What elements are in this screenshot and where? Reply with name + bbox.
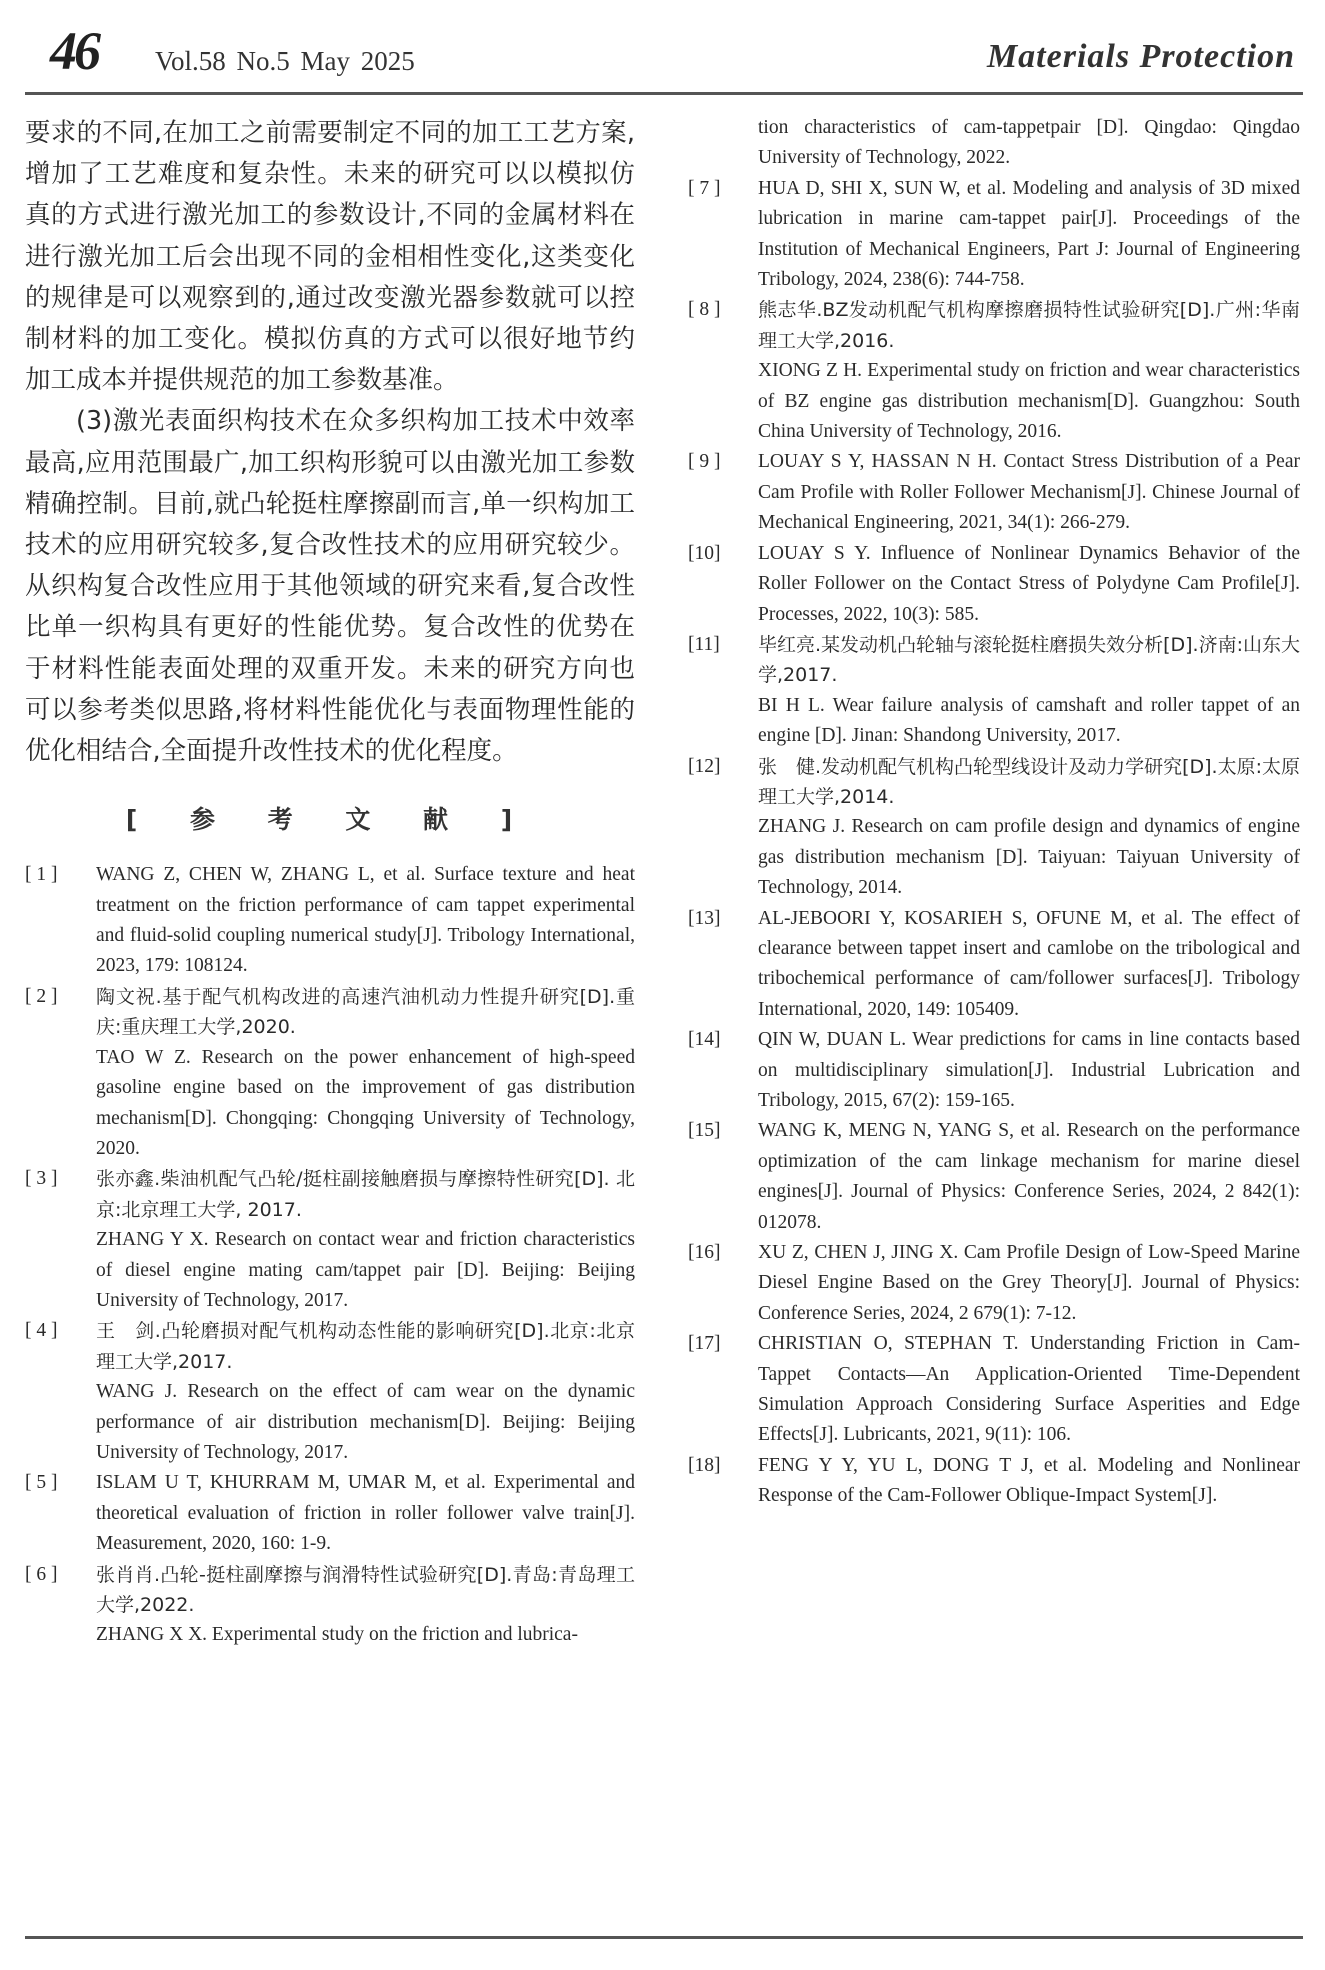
reference-body — [96, 1164, 635, 1316]
reference-item — [688, 1238, 1300, 1329]
reference-number: [16] — [688, 1242, 721, 1264]
reference-text-english: ISLAM U T, KHURRAM M, UMAR M, et al. Experimental and theoretical evaluation of friction in roller follower valve train[J]. Measurement, 2020, 160: 1-9. — [96, 1472, 635, 1555]
reference-number: [10] — [688, 542, 721, 564]
reference-number: [ 3 ] — [25, 1168, 58, 1190]
reference-item — [688, 539, 1300, 630]
reference-6-continuation: tion characteristics of cam-tappetpair [D]. Qingdao: Qingdao University of Technology, 2022. — [758, 117, 1300, 169]
reference-text-english: LOUAY S Y, HASSAN N H. Contact Stress Distribution of a Pear Cam Profile with Roller Follower Mechanism[J]. Chinese Journal of Mechanical Engineering, 2021, 34(1): 266-279. — [758, 451, 1300, 534]
header-rule — [25, 92, 1303, 95]
reference-text-english: LOUAY S Y. Influence of Nonlinear Dynamics Behavior of the Roller Follower on the Contact Stress of Polydyne Cam Profile[J]. Processes, 2022, 10(3): 585. — [758, 542, 1300, 625]
left-column — [25, 113, 635, 1651]
reference-number: [ 4 ] — [25, 1320, 58, 1342]
reference-item — [25, 1560, 635, 1651]
reference-body — [758, 752, 1300, 904]
reference-number: [ 9 ] — [688, 451, 721, 473]
reference-body — [96, 1316, 635, 1468]
reference-item — [688, 630, 1300, 752]
reference-item — [688, 295, 1300, 447]
reference-number: [12] — [688, 755, 721, 777]
reference-item — [25, 1164, 635, 1316]
reference-text-english: XIONG Z H. Experimental study on friction and wear characteristics of BZ engine gas distribution mechanism[D]. Guangzhou: South China University of Technology, 2016. — [758, 360, 1300, 443]
reference-item — [688, 1451, 1300, 1512]
body-paragraph-2: (3)激光表面织构技术在众多织构加工技术中效率最高,应用范围最广,加工织构形貌可以由激光加工参数精确控制。目前,就凸轮挺柱摩擦副而言,单一织构加工技术的应用研究较多,复合改性技术的应用研究较少。从织构复合改性应用于其他领域的研究来看,复合改性比单一织构具有更好的性能优势。复合改性的优势在于材料性能表面处理的双重开发。未来的研究方向也可以参考类似思路,将材料性能优化与表面物理性能的优化相结合,全面提升改性技术的优化程度。 — [25, 406, 635, 767]
reference-text-english: TAO W Z. Research on the power enhancement of high-speed gasoline engine based on the improvement of gas distribution mechanism[D]. Chongqing: Chongqing University of Technology, 2020. — [96, 1046, 635, 1159]
issue-info: Vol.58 No.5 May 2025 — [155, 46, 415, 76]
reference-item — [688, 1329, 1300, 1451]
reference-body — [758, 1329, 1300, 1451]
reference-item — [688, 174, 1300, 296]
reference-number: [11] — [688, 633, 720, 655]
reference-list-left — [25, 860, 635, 1651]
footer-rule — [25, 1936, 1303, 1939]
reference-body — [96, 860, 635, 982]
reference-text-english: ZHANG J. Research on cam profile design and dynamics of engine gas distribution mechanism [D]. Taiyuan: Taiyuan University of Technology, 2014. — [758, 816, 1300, 899]
reference-list-right — [688, 174, 1300, 1512]
reference-text-english: AL-JEBOORI Y, KOSARIEH S, OFUNE M, et al. The effect of clearance between tappet insert and camlobe on the tribological and tribochemical performance of cam/follower surfaces[J]. Tribology International, 2020, 149: 105409. — [758, 907, 1300, 1020]
reference-body — [758, 904, 1300, 1026]
reference-text-english: WANG K, MENG N, YANG S, et al. Research on the performance optimization of the cam linkage mechanism for marine diesel engines[J]. Journal of Physics: Conference Series, 2024, 2 842(1): 012078. — [758, 1120, 1300, 1233]
reference-number: [ 5 ] — [25, 1472, 58, 1494]
reference-item — [25, 860, 635, 982]
reference-text-english: WANG J. Research on the effect of cam wear on the dynamic performance of air distribution mechanism[D]. Beijing: Beijing University of Technology, 2017. — [96, 1381, 635, 1463]
reference-text-english: ZHANG Y X. Research on contact wear and friction characteristics of diesel engine mating cam/tappet pair [D]. Beijing: Beijing University of Technology, 2017. — [96, 1229, 635, 1311]
reference-text-chinese: 陶文祝.基于配气机构改进的高速汽油机动力性提升研究[D].重庆:重庆理工大学,2020. — [96, 985, 635, 1039]
reference-body — [758, 1238, 1300, 1329]
reference-number: [17] — [688, 1333, 721, 1355]
reference-body — [758, 630, 1300, 752]
reference-text-english: ZHANG X X. Experimental study on the friction and lubrica- — [96, 1624, 578, 1646]
right-column — [688, 113, 1300, 1512]
reference-text-english: WANG Z, CHEN W, ZHANG L, et al. Surface texture and heat treatment on the friction performance of cam tappet experimental and fluid-solid coupling numerical study[J]. Tribology International, 2023, 179: 108124. — [96, 864, 635, 977]
reference-body — [758, 1116, 1300, 1238]
reference-body — [758, 447, 1300, 538]
reference-text-english: QIN W, DUAN L. Wear predictions for cams in line contacts based on multidisciplinary simulation[J]. Industrial Lubrication and Tribology, 2015, 67(2): 159-165. — [758, 1029, 1300, 1111]
reference-body — [96, 1560, 635, 1651]
reference-body — [758, 295, 1300, 447]
reference-body — [96, 1468, 635, 1559]
journal-name: Materials Protection — [986, 38, 1295, 75]
reference-item — [25, 982, 635, 1164]
reference-number: [13] — [688, 907, 721, 929]
reference-text-chinese: 熊志华.BZ发动机配气机构摩擦磨损特性试验研究[D].广州:华南理工大学,2016. — [758, 299, 1300, 352]
reference-item — [25, 1316, 635, 1468]
reference-item — [688, 447, 1300, 538]
reference-text-english: CHRISTIAN O, STEPHAN T. Understanding Friction in Cam-Tappet Contacts—An Application-Oriented Time-Dependent Simulation Approach Considering Surface Asperities and Edge Effects[J]. Lubricants, 2021, 9(11): 106. — [758, 1333, 1300, 1446]
reference-number: [ 7 ] — [688, 177, 721, 199]
reference-item — [688, 1025, 1300, 1116]
reference-item — [688, 1116, 1300, 1238]
reference-body — [758, 539, 1300, 630]
reference-body — [758, 1451, 1300, 1512]
reference-item — [25, 1468, 635, 1559]
reference-item — [688, 752, 1300, 904]
reference-text-chinese: 张肖肖.凸轮-挺柱副摩擦与润滑特性试验研究[D].青岛:青岛理工大学,2022. — [96, 1563, 635, 1616]
reference-number: [ 6 ] — [25, 1563, 58, 1585]
reference-number: [ 8 ] — [688, 299, 721, 321]
reference-number: [ 1 ] — [25, 864, 58, 886]
body-paragraph-1: 要求的不同,在加工之前需要制定不同的加工工艺方案,增加了工艺难度和复杂性。未来的研究可以以模拟仿真的方式进行激光加工的参数设计,不同的金属材料在进行激光加工后会出现不同的金相相性变化,这类变化的规律是可以观察到的,通过改变激光器参数就可以控制材料的加工变化。模拟仿真的方式可以很好地节约加工成本并提供规范的加工参数基准。 — [25, 118, 635, 396]
reference-number: [15] — [688, 1120, 721, 1142]
reference-item — [688, 904, 1300, 1026]
reference-text-chinese: 张 健.发动机配气机构凸轮型线设计及动力学研究[D].太原:太原理工大学,2014. — [758, 755, 1300, 808]
page-header — [0, 0, 1325, 96]
reference-text-chinese: 张亦鑫.柴油机配气凸轮/挺柱副接触磨损与摩擦特性研究[D]. 北京:北京理工大学, 2017. — [96, 1168, 635, 1221]
reference-number: [14] — [688, 1029, 721, 1051]
references-heading: [ 参 考 文 献 ] — [125, 805, 535, 835]
reference-body — [758, 174, 1300, 296]
reference-text-english: XU Z, CHEN J, JING X. Cam Profile Design of Low-Speed Marine Diesel Engine Based on the Grey Theory[J]. Journal of Physics: Conference Series, 2024, 2 679(1): 7-12. — [758, 1242, 1300, 1324]
reference-text-english: BI H L. Wear failure analysis of camshaft and roller tappet of an engine [D]. Jinan: Shandong University, 2017. — [758, 694, 1300, 747]
reference-text-chinese: 毕红亮.某发动机凸轮轴与滚轮挺柱磨损失效分析[D].济南:山东大学,2017. — [758, 633, 1300, 687]
reference-text-english: HUA D, SHI X, SUN W, et al. Modeling and analysis of 3D mixed lubrication in marine cam-tappet pair[J]. Proceedings of the Institution of Mechanical Engineers, Part J: Journal of Engineering Tribology, 2024, 238(6): 744-758. — [758, 177, 1300, 291]
reference-body — [96, 982, 635, 1164]
reference-number: [ 2 ] — [25, 985, 58, 1007]
reference-text-english: FENG Y Y, YU L, DONG T J, et al. Modeling and Nonlinear Response of the Cam-Follower Oblique-Impact System[J]. — [758, 1454, 1300, 1507]
page-number: 46 — [50, 21, 98, 81]
reference-text-chinese: 王 剑.凸轮磨损对配气机构动态性能的影响研究[D].北京:北京理工大学,2017. — [96, 1320, 635, 1373]
reference-number: [18] — [688, 1454, 721, 1476]
reference-body — [758, 1025, 1300, 1116]
